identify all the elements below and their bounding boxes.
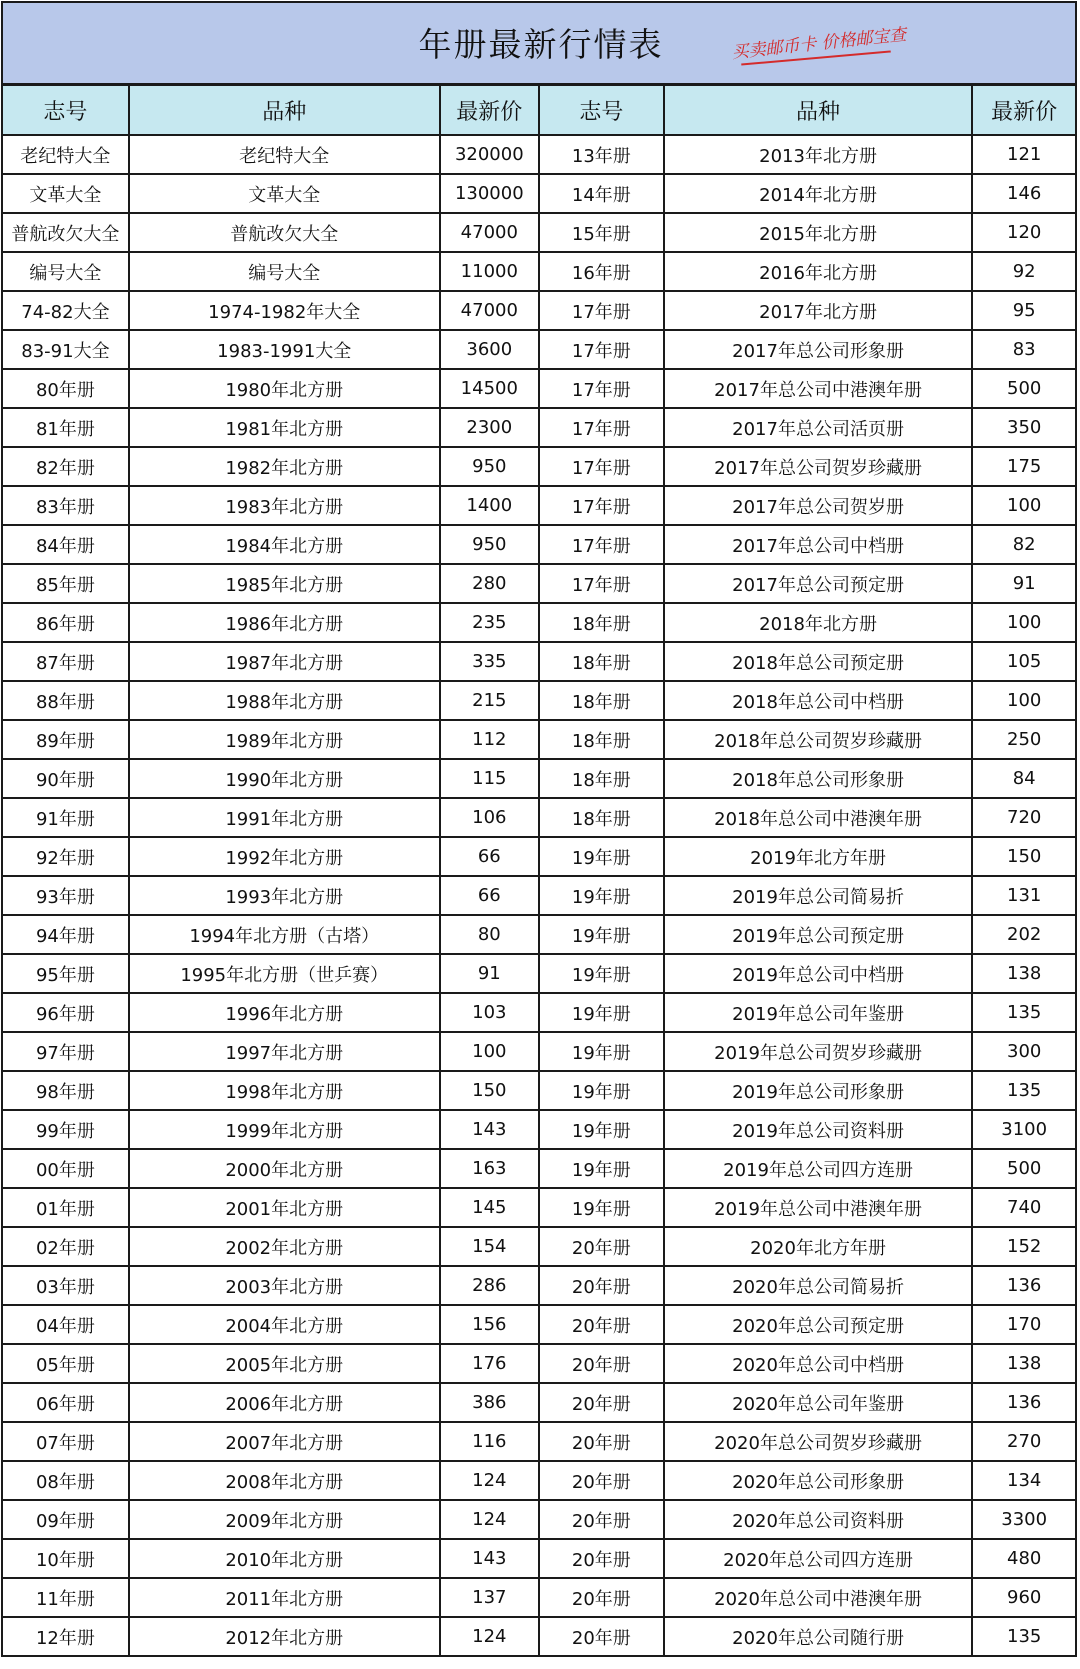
variety-cell-2: 2014年北方册 — [664, 174, 973, 213]
price-cell-2: 136 — [972, 1266, 1076, 1305]
price-cell-2: 135 — [972, 993, 1076, 1032]
serial-cell: 04年册 — [2, 1305, 129, 1344]
serial-cell: 80年册 — [2, 369, 129, 408]
serial-cell-2: 17年册 — [539, 330, 664, 369]
price-cell: 103 — [440, 993, 539, 1032]
price-cell-2: 100 — [972, 681, 1076, 720]
serial-cell-2: 20年册 — [539, 1539, 664, 1578]
variety-cell: 1992年北方册 — [129, 837, 440, 876]
price-cell: 47000 — [440, 213, 539, 252]
variety-cell: 1995年北方册（世乒赛） — [129, 954, 440, 993]
table-row — [2, 1110, 1076, 1149]
price-cell: 950 — [440, 447, 539, 486]
table-row — [2, 1500, 1076, 1539]
serial-cell-2: 20年册 — [539, 1422, 664, 1461]
serial-cell-2: 17年册 — [539, 486, 664, 525]
serial-cell: 94年册 — [2, 915, 129, 954]
serial-cell: 05年册 — [2, 1344, 129, 1383]
red-stamp-text: 买卖邮币卡 价格邮宝查 — [730, 24, 908, 64]
header-price-2: 最新价 — [972, 85, 1076, 135]
variety-cell: 1996年北方册 — [129, 993, 440, 1032]
price-cell: 14500 — [440, 369, 539, 408]
serial-cell: 09年册 — [2, 1500, 129, 1539]
variety-cell-2: 2020年总公司年鉴册 — [664, 1383, 973, 1422]
serial-cell-2: 20年册 — [539, 1578, 664, 1617]
serial-cell: 07年册 — [2, 1422, 129, 1461]
price-cell: 130000 — [440, 174, 539, 213]
serial-cell: 99年册 — [2, 1110, 129, 1149]
serial-cell: 81年册 — [2, 408, 129, 447]
serial-cell-2: 20年册 — [539, 1266, 664, 1305]
serial-cell-2: 19年册 — [539, 1149, 664, 1188]
serial-cell-2: 18年册 — [539, 720, 664, 759]
serial-cell: 88年册 — [2, 681, 129, 720]
variety-cell-2: 2019年总公司形象册 — [664, 1071, 973, 1110]
serial-cell-2: 18年册 — [539, 603, 664, 642]
variety-cell-2: 2019年总公司预定册 — [664, 915, 973, 954]
serial-cell-2: 18年册 — [539, 642, 664, 681]
serial-cell: 85年册 — [2, 564, 129, 603]
price-cell: 11000 — [440, 252, 539, 291]
table-row — [2, 759, 1076, 798]
serial-cell: 00年册 — [2, 1149, 129, 1188]
serial-cell: 12年册 — [2, 1617, 129, 1656]
table-row — [2, 837, 1076, 876]
serial-cell-2: 17年册 — [539, 408, 664, 447]
serial-cell-2: 19年册 — [539, 993, 664, 1032]
price-cell: 47000 — [440, 291, 539, 330]
serial-cell-2: 17年册 — [539, 564, 664, 603]
table-row — [2, 291, 1076, 330]
variety-cell-2: 2017年总公司贺岁珍藏册 — [664, 447, 973, 486]
variety-cell: 1998年北方册 — [129, 1071, 440, 1110]
price-cell: 950 — [440, 525, 539, 564]
price-cell: 320000 — [440, 135, 539, 174]
variety-cell: 2000年北方册 — [129, 1149, 440, 1188]
variety-cell-2: 2013年北方册 — [664, 135, 973, 174]
variety-cell-2: 2019年总公司四方连册 — [664, 1149, 973, 1188]
variety-cell: 1991年北方册 — [129, 798, 440, 837]
variety-cell-2: 2019年总公司简易折 — [664, 876, 973, 915]
serial-cell-2: 13年册 — [539, 135, 664, 174]
serial-cell-2: 20年册 — [539, 1617, 664, 1656]
variety-cell: 1986年北方册 — [129, 603, 440, 642]
variety-cell: 1999年北方册 — [129, 1110, 440, 1149]
variety-cell: 2002年北方册 — [129, 1227, 440, 1266]
serial-cell: 96年册 — [2, 993, 129, 1032]
variety-cell: 1997年北方册 — [129, 1032, 440, 1071]
variety-cell: 1974-1982年大全 — [129, 291, 440, 330]
price-cell-2: 138 — [972, 954, 1076, 993]
price-cell: 66 — [440, 837, 539, 876]
price-cell-2: 300 — [972, 1032, 1076, 1071]
table-header — [2, 85, 1076, 135]
serial-cell: 11年册 — [2, 1578, 129, 1617]
variety-cell: 1980年北方册 — [129, 369, 440, 408]
serial-cell: 08年册 — [2, 1461, 129, 1500]
price-table — [1, 84, 1077, 1657]
price-cell: 91 — [440, 954, 539, 993]
header-variety-2: 品种 — [664, 85, 973, 135]
variety-cell-2: 2018年总公司形象册 — [664, 759, 973, 798]
header-variety: 品种 — [129, 85, 440, 135]
variety-cell-2: 2019年总公司资料册 — [664, 1110, 973, 1149]
serial-cell-2: 14年册 — [539, 174, 664, 213]
table-row — [2, 954, 1076, 993]
price-cell-2: 84 — [972, 759, 1076, 798]
variety-cell-2: 2017年总公司形象册 — [664, 330, 973, 369]
page-title: 年册最新行情表 — [418, 25, 664, 64]
table-row — [2, 915, 1076, 954]
price-cell-2: 500 — [972, 369, 1076, 408]
variety-cell: 2007年北方册 — [129, 1422, 440, 1461]
variety-cell-2: 2019年总公司中港澳年册 — [664, 1188, 973, 1227]
serial-cell-2: 19年册 — [539, 1071, 664, 1110]
price-cell: 80 — [440, 915, 539, 954]
price-cell-2: 202 — [972, 915, 1076, 954]
price-cell-2: 121 — [972, 135, 1076, 174]
price-cell: 143 — [440, 1110, 539, 1149]
price-cell-2: 250 — [972, 720, 1076, 759]
price-cell: 115 — [440, 759, 539, 798]
serial-cell-2: 17年册 — [539, 525, 664, 564]
variety-cell: 2001年北方册 — [129, 1188, 440, 1227]
serial-cell-2: 18年册 — [539, 798, 664, 837]
variety-cell-2: 2017年总公司贺岁册 — [664, 486, 973, 525]
table-row — [2, 330, 1076, 369]
price-cell: 3600 — [440, 330, 539, 369]
variety-cell: 1982年北方册 — [129, 447, 440, 486]
serial-cell-2: 19年册 — [539, 1032, 664, 1071]
table-row — [2, 993, 1076, 1032]
price-cell: 143 — [440, 1539, 539, 1578]
price-cell-2: 135 — [972, 1071, 1076, 1110]
header-serial: 志号 — [2, 85, 129, 135]
variety-cell-2: 2018年总公司贺岁珍藏册 — [664, 720, 973, 759]
serial-cell: 01年册 — [2, 1188, 129, 1227]
price-cell-2: 720 — [972, 798, 1076, 837]
variety-cell: 1983-1991大全 — [129, 330, 440, 369]
table-row — [2, 174, 1076, 213]
price-cell: 124 — [440, 1500, 539, 1539]
table-row — [2, 1071, 1076, 1110]
variety-cell: 编号大全 — [129, 252, 440, 291]
variety-cell-2: 2017年总公司预定册 — [664, 564, 973, 603]
serial-cell-2: 20年册 — [539, 1227, 664, 1266]
price-cell: 124 — [440, 1617, 539, 1656]
table-row — [2, 1227, 1076, 1266]
price-cell: 145 — [440, 1188, 539, 1227]
table-row — [2, 1617, 1076, 1656]
price-cell-2: 960 — [972, 1578, 1076, 1617]
price-cell-2: 100 — [972, 486, 1076, 525]
table-row — [2, 1461, 1076, 1500]
variety-cell-2: 2020年总公司形象册 — [664, 1461, 973, 1500]
price-cell: 163 — [440, 1149, 539, 1188]
price-cell: 335 — [440, 642, 539, 681]
variety-cell: 2012年北方册 — [129, 1617, 440, 1656]
price-cell-2: 100 — [972, 603, 1076, 642]
serial-cell: 74-82大全 — [2, 291, 129, 330]
variety-cell: 老纪特大全 — [129, 135, 440, 174]
serial-cell: 03年册 — [2, 1266, 129, 1305]
price-cell-2: 740 — [972, 1188, 1076, 1227]
serial-cell-2: 19年册 — [539, 1110, 664, 1149]
price-cell-2: 134 — [972, 1461, 1076, 1500]
table-row — [2, 876, 1076, 915]
variety-cell-2: 2016年北方册 — [664, 252, 973, 291]
serial-cell: 87年册 — [2, 642, 129, 681]
price-cell-2: 82 — [972, 525, 1076, 564]
price-cell-2: 480 — [972, 1539, 1076, 1578]
table-row — [2, 720, 1076, 759]
variety-cell-2: 2019年总公司年鉴册 — [664, 993, 973, 1032]
table-row — [2, 408, 1076, 447]
variety-cell: 1993年北方册 — [129, 876, 440, 915]
price-cell: 116 — [440, 1422, 539, 1461]
variety-cell-2: 2020年总公司随行册 — [664, 1617, 973, 1656]
variety-cell-2: 2019年总公司中档册 — [664, 954, 973, 993]
variety-cell: 1988年北方册 — [129, 681, 440, 720]
serial-cell-2: 20年册 — [539, 1383, 664, 1422]
price-cell-2: 138 — [972, 1344, 1076, 1383]
variety-cell-2: 2019年北方年册 — [664, 837, 973, 876]
variety-cell: 2005年北方册 — [129, 1344, 440, 1383]
price-cell-2: 83 — [972, 330, 1076, 369]
table-body — [2, 135, 1076, 1656]
table-row — [2, 135, 1076, 174]
variety-cell: 2009年北方册 — [129, 1500, 440, 1539]
price-cell: 286 — [440, 1266, 539, 1305]
variety-cell-2: 2017年总公司中档册 — [664, 525, 973, 564]
serial-cell-2: 19年册 — [539, 954, 664, 993]
table-row — [2, 213, 1076, 252]
price-cell-2: 150 — [972, 837, 1076, 876]
price-cell-2: 146 — [972, 174, 1076, 213]
price-cell-2: 350 — [972, 408, 1076, 447]
price-cell: 137 — [440, 1578, 539, 1617]
table-row — [2, 252, 1076, 291]
variety-cell-2: 2020年总公司贺岁珍藏册 — [664, 1422, 973, 1461]
serial-cell: 02年册 — [2, 1227, 129, 1266]
header-row — [2, 85, 1076, 135]
variety-cell: 文革大全 — [129, 174, 440, 213]
table-row — [2, 642, 1076, 681]
variety-cell: 1994年北方册（古塔） — [129, 915, 440, 954]
price-cell-2: 3300 — [972, 1500, 1076, 1539]
serial-cell-2: 19年册 — [539, 876, 664, 915]
table-row — [2, 603, 1076, 642]
table-row — [2, 1344, 1076, 1383]
variety-cell-2: 2020年北方年册 — [664, 1227, 973, 1266]
price-cell: 106 — [440, 798, 539, 837]
table-row — [2, 1383, 1076, 1422]
price-cell-2: 91 — [972, 564, 1076, 603]
variety-cell-2: 2020年总公司四方连册 — [664, 1539, 973, 1578]
serial-cell: 89年册 — [2, 720, 129, 759]
variety-cell: 普航改欠大全 — [129, 213, 440, 252]
variety-cell-2: 2020年总公司中港澳年册 — [664, 1578, 973, 1617]
serial-cell: 编号大全 — [2, 252, 129, 291]
price-cell: 156 — [440, 1305, 539, 1344]
variety-cell: 2008年北方册 — [129, 1461, 440, 1500]
variety-cell-2: 2017年总公司活页册 — [664, 408, 973, 447]
price-cell-2: 152 — [972, 1227, 1076, 1266]
price-cell-2: 105 — [972, 642, 1076, 681]
serial-cell-2: 19年册 — [539, 1188, 664, 1227]
serial-cell-2: 20年册 — [539, 1461, 664, 1500]
variety-cell-2: 2018年北方册 — [664, 603, 973, 642]
variety-cell-2: 2017年总公司中港澳年册 — [664, 369, 973, 408]
serial-cell-2: 19年册 — [539, 915, 664, 954]
table-row — [2, 798, 1076, 837]
table-row — [2, 1305, 1076, 1344]
serial-cell: 83-91大全 — [2, 330, 129, 369]
serial-cell-2: 15年册 — [539, 213, 664, 252]
price-cell: 280 — [440, 564, 539, 603]
price-cell-2: 131 — [972, 876, 1076, 915]
variety-cell-2: 2018年总公司预定册 — [664, 642, 973, 681]
variety-cell-2: 2018年总公司中档册 — [664, 681, 973, 720]
serial-cell: 93年册 — [2, 876, 129, 915]
price-cell: 150 — [440, 1071, 539, 1110]
price-cell-2: 500 — [972, 1149, 1076, 1188]
serial-cell: 90年册 — [2, 759, 129, 798]
serial-cell-2: 17年册 — [539, 369, 664, 408]
serial-cell: 92年册 — [2, 837, 129, 876]
serial-cell-2: 17年册 — [539, 447, 664, 486]
table-row — [2, 564, 1076, 603]
serial-cell: 普航改欠大全 — [2, 213, 129, 252]
table-row — [2, 1032, 1076, 1071]
price-cell: 215 — [440, 681, 539, 720]
serial-cell: 老纪特大全 — [2, 135, 129, 174]
serial-cell-2: 20年册 — [539, 1344, 664, 1383]
table-row — [2, 447, 1076, 486]
table-row — [2, 1539, 1076, 1578]
serial-cell: 82年册 — [2, 447, 129, 486]
price-cell-2: 92 — [972, 252, 1076, 291]
price-cell: 66 — [440, 876, 539, 915]
price-cell-2: 270 — [972, 1422, 1076, 1461]
table-row — [2, 525, 1076, 564]
variety-cell: 2004年北方册 — [129, 1305, 440, 1344]
price-cell-2: 120 — [972, 213, 1076, 252]
serial-cell: 文革大全 — [2, 174, 129, 213]
serial-cell-2: 18年册 — [539, 681, 664, 720]
variety-cell-2: 2020年总公司预定册 — [664, 1305, 973, 1344]
variety-cell-2: 2015年北方册 — [664, 213, 973, 252]
variety-cell: 1985年北方册 — [129, 564, 440, 603]
price-cell: 176 — [440, 1344, 539, 1383]
serial-cell: 10年册 — [2, 1539, 129, 1578]
serial-cell-2: 20年册 — [539, 1500, 664, 1539]
variety-cell: 2010年北方册 — [129, 1539, 440, 1578]
variety-cell-2: 2018年总公司中港澳年册 — [664, 798, 973, 837]
variety-cell-2: 2020年总公司资料册 — [664, 1500, 973, 1539]
serial-cell-2: 18年册 — [539, 759, 664, 798]
price-cell-2: 135 — [972, 1617, 1076, 1656]
variety-cell: 1984年北方册 — [129, 525, 440, 564]
serial-cell: 83年册 — [2, 486, 129, 525]
price-cell: 154 — [440, 1227, 539, 1266]
title-bar — [1, 1, 1077, 85]
serial-cell: 98年册 — [2, 1071, 129, 1110]
price-cell: 112 — [440, 720, 539, 759]
serial-cell-2: 17年册 — [539, 291, 664, 330]
header-serial-2: 志号 — [539, 85, 664, 135]
price-cell: 2300 — [440, 408, 539, 447]
variety-cell-2: 2019年总公司贺岁珍藏册 — [664, 1032, 973, 1071]
serial-cell: 06年册 — [2, 1383, 129, 1422]
variety-cell: 2003年北方册 — [129, 1266, 440, 1305]
variety-cell-2: 2020年总公司简易折 — [664, 1266, 973, 1305]
price-cell: 1400 — [440, 486, 539, 525]
serial-cell: 86年册 — [2, 603, 129, 642]
table-row — [2, 1149, 1076, 1188]
table-row — [2, 1422, 1076, 1461]
serial-cell-2: 20年册 — [539, 1305, 664, 1344]
variety-cell: 1983年北方册 — [129, 486, 440, 525]
serial-cell-2: 16年册 — [539, 252, 664, 291]
table-row — [2, 369, 1076, 408]
variety-cell: 1981年北方册 — [129, 408, 440, 447]
table-row — [2, 1578, 1076, 1617]
table-row — [2, 1188, 1076, 1227]
variety-cell: 1990年北方册 — [129, 759, 440, 798]
serial-cell-2: 19年册 — [539, 837, 664, 876]
serial-cell: 84年册 — [2, 525, 129, 564]
table-row — [2, 486, 1076, 525]
variety-cell-2: 2017年北方册 — [664, 291, 973, 330]
price-cell: 386 — [440, 1383, 539, 1422]
table-row — [2, 681, 1076, 720]
price-cell: 100 — [440, 1032, 539, 1071]
price-cell-2: 175 — [972, 447, 1076, 486]
price-cell-2: 170 — [972, 1305, 1076, 1344]
serial-cell: 95年册 — [2, 954, 129, 993]
header-price: 最新价 — [440, 85, 539, 135]
variety-cell: 1987年北方册 — [129, 642, 440, 681]
table-row — [2, 1266, 1076, 1305]
variety-cell-2: 2020年总公司中档册 — [664, 1344, 973, 1383]
serial-cell: 91年册 — [2, 798, 129, 837]
variety-cell: 1989年北方册 — [129, 720, 440, 759]
price-cell-2: 3100 — [972, 1110, 1076, 1149]
price-cell-2: 136 — [972, 1383, 1076, 1422]
variety-cell: 2011年北方册 — [129, 1578, 440, 1617]
price-cell: 235 — [440, 603, 539, 642]
price-cell: 124 — [440, 1461, 539, 1500]
variety-cell: 2006年北方册 — [129, 1383, 440, 1422]
price-cell-2: 95 — [972, 291, 1076, 330]
serial-cell: 97年册 — [2, 1032, 129, 1071]
